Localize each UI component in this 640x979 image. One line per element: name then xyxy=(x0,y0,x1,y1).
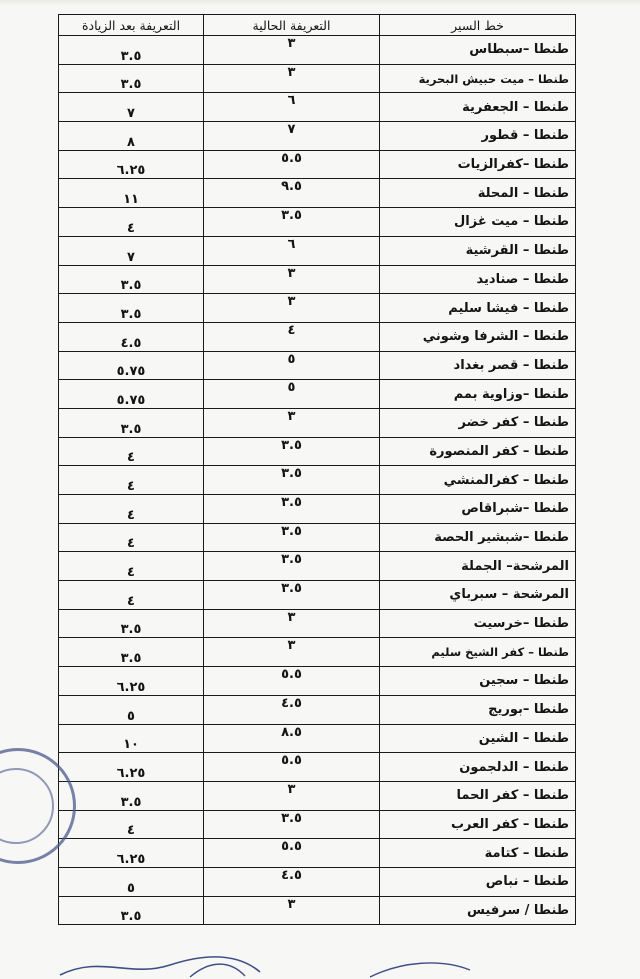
route-cell: طنطا – سجين xyxy=(380,667,576,696)
new-fare-cell: ٦.٢٥ xyxy=(59,150,204,179)
new-fare-cell: ٤ xyxy=(59,523,204,552)
table-row xyxy=(59,64,576,93)
new-fare-cell: ٣.٥ xyxy=(59,896,204,925)
table-row xyxy=(59,322,576,351)
new-fare-cell: ٣.٥ xyxy=(59,638,204,667)
route-cell: طنطا – كفر العرب xyxy=(380,810,576,839)
route-cell: طنطا – ميت حبيش البحرية xyxy=(380,64,576,93)
table-row xyxy=(59,695,576,724)
header-new-fare: التعريفة بعد الزيادة xyxy=(59,15,204,36)
new-fare-cell: ٥ xyxy=(59,695,204,724)
route-cell: طنطا – القرشية xyxy=(380,236,576,265)
table-row xyxy=(59,265,576,294)
route-cell: المرشحة – سبرباي xyxy=(380,581,576,610)
new-fare-cell: ٤ xyxy=(59,466,204,495)
current-fare-cell: ٩.٥ xyxy=(204,179,380,208)
current-fare-cell: ٣ xyxy=(204,64,380,93)
route-cell: طنطا – فيشا سليم xyxy=(380,294,576,323)
route-cell: طنطا / سرفيس xyxy=(380,896,576,925)
current-fare-cell: ٤.٥ xyxy=(204,867,380,896)
route-cell: طنطا –شبراقاص xyxy=(380,495,576,524)
new-fare-cell: ٨ xyxy=(59,122,204,151)
current-fare-cell: ٣.٥ xyxy=(204,552,380,581)
new-fare-cell: ٤ xyxy=(59,581,204,610)
current-fare-cell: ٣.٥ xyxy=(204,581,380,610)
fare-table-body xyxy=(59,36,576,925)
new-fare-cell: ٤ xyxy=(59,810,204,839)
route-cell: طنطا – كتامة xyxy=(380,839,576,868)
route-cell: المرشحة– الجملة xyxy=(380,552,576,581)
table-row xyxy=(59,638,576,667)
table-row xyxy=(59,810,576,839)
new-fare-cell: ٤ xyxy=(59,495,204,524)
current-fare-cell: ٦ xyxy=(204,93,380,122)
current-fare-cell: ٣.٥ xyxy=(204,810,380,839)
table-row xyxy=(59,867,576,896)
route-cell: طنطا – الدلجمون xyxy=(380,753,576,782)
current-fare-cell: ٦ xyxy=(204,236,380,265)
new-fare-cell: ٦.٢٥ xyxy=(59,753,204,782)
table-row xyxy=(59,208,576,237)
table-row xyxy=(59,552,576,581)
table-row xyxy=(59,380,576,409)
route-cell: طنطا – الجعفرية xyxy=(380,93,576,122)
new-fare-cell: ٦.٢٥ xyxy=(59,839,204,868)
table-header-row xyxy=(59,15,576,36)
new-fare-cell: ٦.٢٥ xyxy=(59,667,204,696)
current-fare-cell: ٣ xyxy=(204,638,380,667)
route-cell: طنطا –شبشير الحصة xyxy=(380,523,576,552)
table-row xyxy=(59,839,576,868)
table-row xyxy=(59,122,576,151)
route-cell: طنطا –بوريج xyxy=(380,695,576,724)
route-cell: طنطا – صناديد xyxy=(380,265,576,294)
current-fare-cell: ٥ xyxy=(204,380,380,409)
table-row xyxy=(59,36,576,65)
current-fare-cell: ٣.٥ xyxy=(204,437,380,466)
route-cell: طنطا – ميت غزال xyxy=(380,208,576,237)
new-fare-cell: ٤ xyxy=(59,552,204,581)
handwritten-signature xyxy=(40,950,600,979)
route-cell: طنطا –كفرالزيات xyxy=(380,150,576,179)
table-row xyxy=(59,581,576,610)
route-cell: طنطا – الشين xyxy=(380,724,576,753)
current-fare-cell: ٣.٥ xyxy=(204,466,380,495)
current-fare-cell: ٤ xyxy=(204,322,380,351)
table-row xyxy=(59,150,576,179)
current-fare-cell: ٣.٥ xyxy=(204,208,380,237)
table-row xyxy=(59,896,576,925)
table-row xyxy=(59,294,576,323)
table-row xyxy=(59,523,576,552)
new-fare-cell: ٥.٧٥ xyxy=(59,351,204,380)
table-row xyxy=(59,667,576,696)
route-cell: طنطا –وزاوية بمم xyxy=(380,380,576,409)
route-cell: طنطا – كفرالمنشي xyxy=(380,466,576,495)
fare-table xyxy=(58,14,576,925)
current-fare-cell: ٣.٥ xyxy=(204,523,380,552)
table-row xyxy=(59,93,576,122)
current-fare-cell: ٣.٥ xyxy=(204,495,380,524)
route-cell: طنطا – كفر المنصورة xyxy=(380,437,576,466)
header-route: خط السير xyxy=(380,15,576,36)
current-fare-cell: ٣ xyxy=(204,36,380,65)
route-cell: طنطا – كفر الشيخ سليم xyxy=(380,638,576,667)
table-row xyxy=(59,351,576,380)
table-row xyxy=(59,781,576,810)
current-fare-cell: ٣ xyxy=(204,781,380,810)
current-fare-cell: ٥.٥ xyxy=(204,667,380,696)
new-fare-cell: ١١ xyxy=(59,179,204,208)
new-fare-cell: ٣.٥ xyxy=(59,265,204,294)
new-fare-cell: ٣.٥ xyxy=(59,609,204,638)
current-fare-cell: ٥.٥ xyxy=(204,839,380,868)
page-edge-shadow xyxy=(0,0,640,6)
new-fare-cell: ٧ xyxy=(59,236,204,265)
table-row xyxy=(59,466,576,495)
current-fare-cell: ٧ xyxy=(204,122,380,151)
new-fare-cell: ٣.٥ xyxy=(59,294,204,323)
current-fare-cell: ٥.٥ xyxy=(204,150,380,179)
table-row xyxy=(59,437,576,466)
current-fare-cell: ٥.٥ xyxy=(204,753,380,782)
route-cell: طنطا –سبطاس xyxy=(380,36,576,65)
new-fare-cell: ٣.٥ xyxy=(59,781,204,810)
route-cell: طنطا – كفر الحما xyxy=(380,781,576,810)
table-row xyxy=(59,609,576,638)
current-fare-cell: ٨.٥ xyxy=(204,724,380,753)
current-fare-cell: ٣ xyxy=(204,265,380,294)
route-cell: طنطا –خرسيت xyxy=(380,609,576,638)
header-current-fare: التعريفة الحالية xyxy=(204,15,380,36)
table-row xyxy=(59,236,576,265)
new-fare-cell: ٣.٥ xyxy=(59,408,204,437)
route-cell: طنطا – قطور xyxy=(380,122,576,151)
table-row xyxy=(59,408,576,437)
table-row xyxy=(59,724,576,753)
new-fare-cell: ١٠ xyxy=(59,724,204,753)
new-fare-cell: ٣.٥ xyxy=(59,64,204,93)
new-fare-cell: ٧ xyxy=(59,93,204,122)
new-fare-cell: ٤.٥ xyxy=(59,322,204,351)
route-cell: طنطا – نباص xyxy=(380,867,576,896)
current-fare-cell: ٤.٥ xyxy=(204,695,380,724)
new-fare-cell: ٤ xyxy=(59,208,204,237)
current-fare-cell: ٣ xyxy=(204,896,380,925)
new-fare-cell: ٤ xyxy=(59,437,204,466)
table-row xyxy=(59,753,576,782)
table-row xyxy=(59,179,576,208)
current-fare-cell: ٥ xyxy=(204,351,380,380)
new-fare-cell: ٥ xyxy=(59,867,204,896)
new-fare-cell: ٣.٥ xyxy=(59,36,204,65)
new-fare-cell: ٥.٧٥ xyxy=(59,380,204,409)
route-cell: طنطا – الشرفا وشوني xyxy=(380,322,576,351)
table-row xyxy=(59,495,576,524)
route-cell: طنطا – المحلة xyxy=(380,179,576,208)
current-fare-cell: ٣ xyxy=(204,408,380,437)
current-fare-cell: ٣ xyxy=(204,609,380,638)
route-cell: طنطا – قصر بغداد xyxy=(380,351,576,380)
current-fare-cell: ٣ xyxy=(204,294,380,323)
route-cell: طنطا – كفر خضر xyxy=(380,408,576,437)
